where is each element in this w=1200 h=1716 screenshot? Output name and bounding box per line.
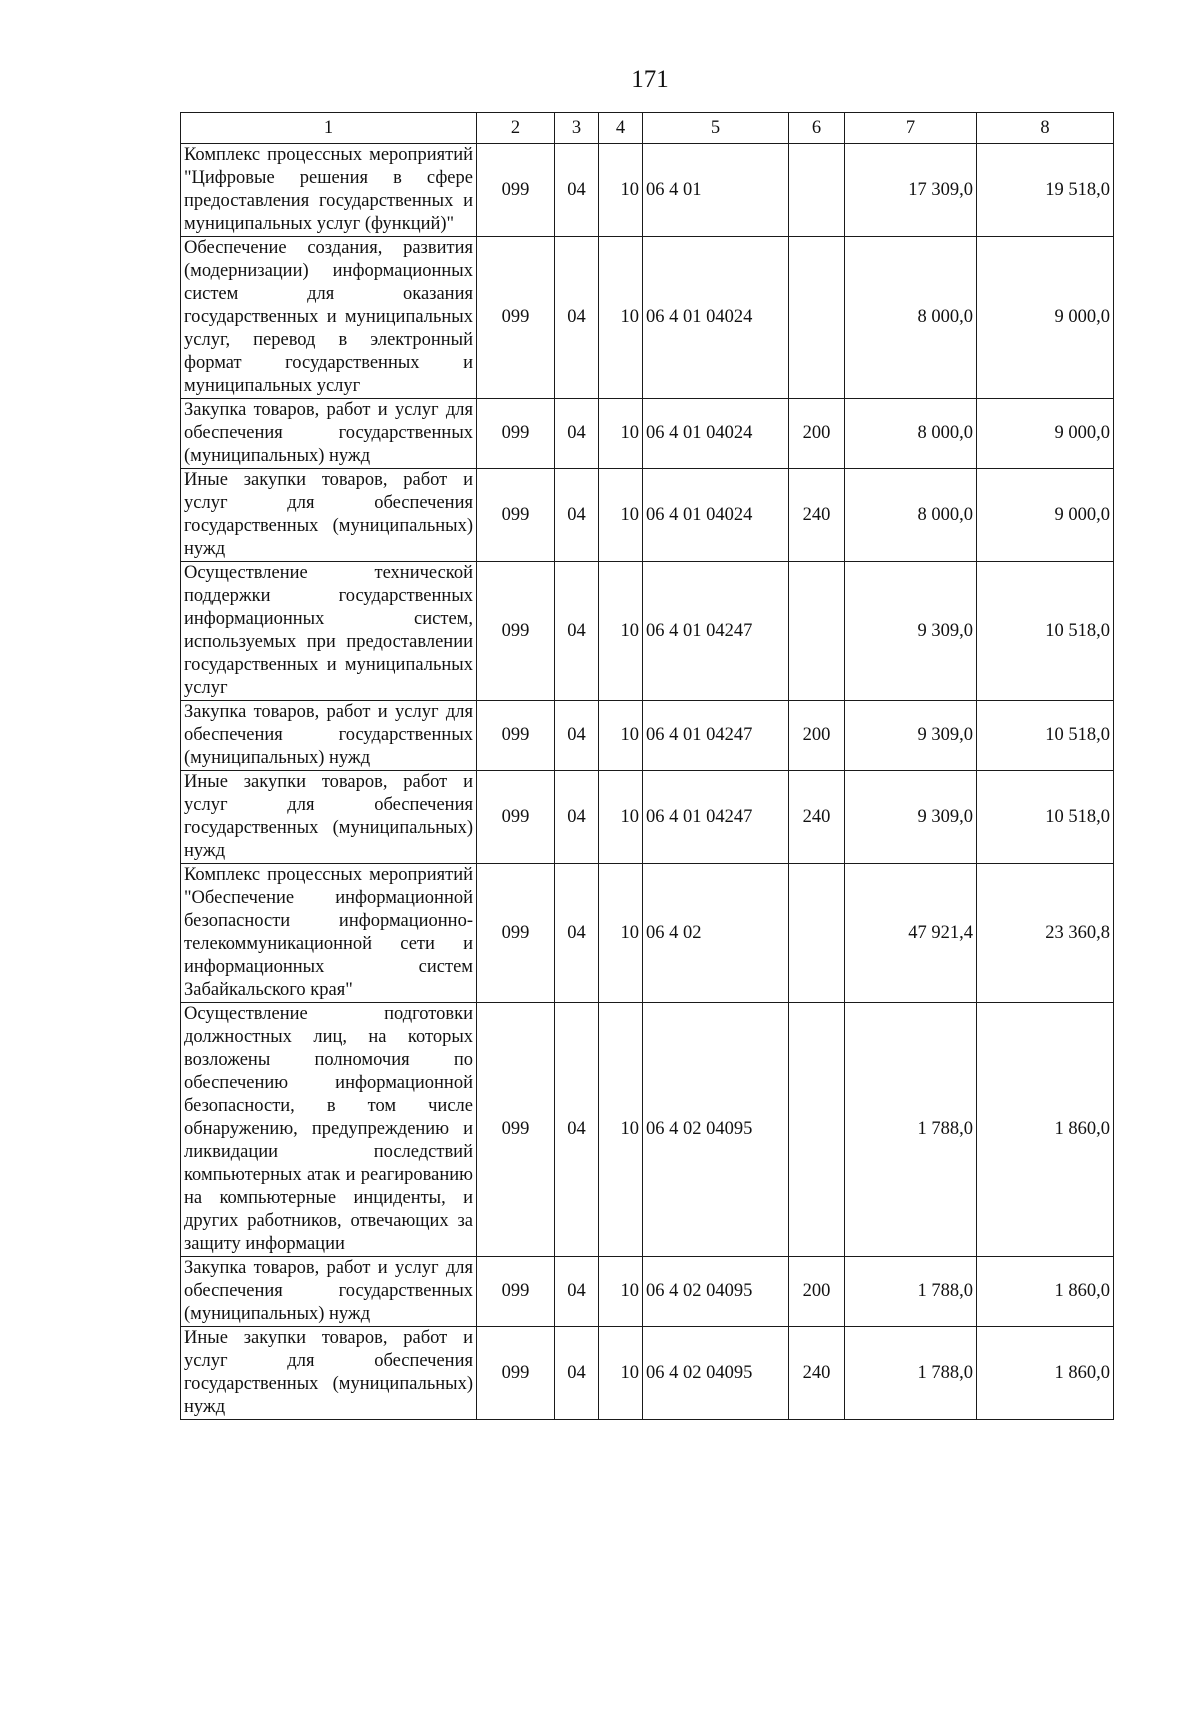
subsection-code: 10: [599, 399, 643, 469]
expense-type-code: [789, 144, 845, 237]
expense-type-code: 200: [789, 701, 845, 771]
expense-type-code: [789, 864, 845, 1003]
target-article-code: 06 4 01: [643, 144, 789, 237]
subsection-code: 10: [599, 144, 643, 237]
column-header: 8: [977, 113, 1114, 144]
ved-code: 099: [477, 1003, 555, 1257]
amount-year-2: 9 000,0: [977, 469, 1114, 562]
table-row: [181, 771, 1114, 864]
table-row: [181, 144, 1114, 237]
ved-code: 099: [477, 469, 555, 562]
budget-table: [180, 112, 1114, 1420]
amount-year-1: 47 921,4: [845, 864, 977, 1003]
column-header: 7: [845, 113, 977, 144]
amount-year-2: 23 360,8: [977, 864, 1114, 1003]
table-row: [181, 1327, 1114, 1420]
section-code: 04: [555, 1257, 599, 1327]
amount-year-1: 8 000,0: [845, 237, 977, 399]
section-code: 04: [555, 1327, 599, 1420]
row-name: Комплекс процессных мероприятий "Обеспечение информационной безопасности информационно-телекоммуникационной сети и информационных систем Забайкальского края": [181, 864, 477, 1003]
table-row: [181, 864, 1114, 1003]
amount-year-2: 10 518,0: [977, 562, 1114, 701]
target-article-code: 06 4 02: [643, 864, 789, 1003]
amount-year-1: 1 788,0: [845, 1003, 977, 1257]
ved-code: 099: [477, 771, 555, 864]
target-article-code: 06 4 01 04247: [643, 562, 789, 701]
row-name: Закупка товаров, работ и услуг для обеспечения государственных (муниципальных) нужд: [181, 701, 477, 771]
amount-year-2: 1 860,0: [977, 1257, 1114, 1327]
amount-year-2: 19 518,0: [977, 144, 1114, 237]
amount-year-1: 9 309,0: [845, 771, 977, 864]
amount-year-2: 9 000,0: [977, 399, 1114, 469]
section-code: 04: [555, 1003, 599, 1257]
subsection-code: 10: [599, 1257, 643, 1327]
amount-year-2: 10 518,0: [977, 701, 1114, 771]
target-article-code: 06 4 02 04095: [643, 1003, 789, 1257]
target-article-code: 06 4 02 04095: [643, 1257, 789, 1327]
ved-code: 099: [477, 144, 555, 237]
subsection-code: 10: [599, 1327, 643, 1420]
ved-code: 099: [477, 1257, 555, 1327]
table-body: [181, 113, 1114, 1420]
row-name: Обеспечение создания, развития (модернизации) информационных систем для оказания государственных и муниципальных услуг, перевод в электронный формат государственных и муниципальных услуг: [181, 237, 477, 399]
target-article-code: 06 4 01 04024: [643, 237, 789, 399]
ved-code: 099: [477, 399, 555, 469]
amount-year-1: 8 000,0: [845, 399, 977, 469]
section-code: 04: [555, 399, 599, 469]
row-name: Закупка товаров, работ и услуг для обеспечения государственных (муниципальных) нужд: [181, 1257, 477, 1327]
ved-code: 099: [477, 864, 555, 1003]
amount-year-2: 10 518,0: [977, 771, 1114, 864]
amount-year-1: 9 309,0: [845, 562, 977, 701]
subsection-code: 10: [599, 1003, 643, 1257]
target-article-code: 06 4 01 04024: [643, 399, 789, 469]
row-name: Иные закупки товаров, работ и услуг для обеспечения государственных (муниципальных) нужд: [181, 469, 477, 562]
section-code: 04: [555, 771, 599, 864]
amount-year-1: 1 788,0: [845, 1257, 977, 1327]
amount-year-2: 1 860,0: [977, 1003, 1114, 1257]
expense-type-code: 240: [789, 1327, 845, 1420]
table-row: [181, 399, 1114, 469]
ved-code: 099: [477, 562, 555, 701]
expense-type-code: 240: [789, 469, 845, 562]
amount-year-1: 17 309,0: [845, 144, 977, 237]
section-code: 04: [555, 469, 599, 562]
expense-type-code: 240: [789, 771, 845, 864]
column-header: 3: [555, 113, 599, 144]
column-header: 5: [643, 113, 789, 144]
target-article-code: 06 4 01 04247: [643, 701, 789, 771]
row-name: Осуществление технической поддержки государственных информационных систем, используемых при предоставлении государственных и муниципальных услуг: [181, 562, 477, 701]
row-name: Комплекс процессных мероприятий "Цифровые решения в сфере предоставления государственных и муниципальных услуг (функций)": [181, 144, 477, 237]
ved-code: 099: [477, 237, 555, 399]
table-row: [181, 562, 1114, 701]
amount-year-2: 9 000,0: [977, 237, 1114, 399]
amount-year-1: 9 309,0: [845, 701, 977, 771]
table-row: [181, 1003, 1114, 1257]
section-code: 04: [555, 144, 599, 237]
row-name: Закупка товаров, работ и услуг для обеспечения государственных (муниципальных) нужд: [181, 399, 477, 469]
row-name: Иные закупки товаров, работ и услуг для обеспечения государственных (муниципальных) нужд: [181, 1327, 477, 1420]
subsection-code: 10: [599, 701, 643, 771]
column-header: 4: [599, 113, 643, 144]
amount-year-1: 8 000,0: [845, 469, 977, 562]
table-row: [181, 1257, 1114, 1327]
subsection-code: 10: [599, 562, 643, 701]
subsection-code: 10: [599, 237, 643, 399]
amount-year-2: 1 860,0: [977, 1327, 1114, 1420]
expense-type-code: 200: [789, 399, 845, 469]
expense-type-code: [789, 562, 845, 701]
subsection-code: 10: [599, 469, 643, 562]
subsection-code: 10: [599, 864, 643, 1003]
column-header: 2: [477, 113, 555, 144]
table-row: [181, 701, 1114, 771]
section-code: 04: [555, 701, 599, 771]
expense-type-code: 200: [789, 1257, 845, 1327]
ved-code: 099: [477, 1327, 555, 1420]
subsection-code: 10: [599, 771, 643, 864]
amount-year-1: 1 788,0: [845, 1327, 977, 1420]
column-header: 1: [181, 113, 477, 144]
section-code: 04: [555, 237, 599, 399]
ved-code: 099: [477, 701, 555, 771]
column-header: 6: [789, 113, 845, 144]
target-article-code: 06 4 02 04095: [643, 1327, 789, 1420]
table-row: [181, 237, 1114, 399]
column-header-row: [181, 113, 1114, 144]
target-article-code: 06 4 01 04247: [643, 771, 789, 864]
expense-type-code: [789, 1003, 845, 1257]
page-number: 171: [631, 66, 669, 93]
row-name: Осуществление подготовки должностных лиц, на которых возложены полномочия по обеспечению информационной безопасности, в том числе обнаружению, предупреждению и ликвидации последствий компьютерных атак и реагированию на компьютерные инциденты, и других работников, отвечающих за защиту информации: [181, 1003, 477, 1257]
section-code: 04: [555, 864, 599, 1003]
table-row: [181, 469, 1114, 562]
row-name: Иные закупки товаров, работ и услуг для обеспечения государственных (муниципальных) нужд: [181, 771, 477, 864]
section-code: 04: [555, 562, 599, 701]
target-article-code: 06 4 01 04024: [643, 469, 789, 562]
expense-type-code: [789, 237, 845, 399]
